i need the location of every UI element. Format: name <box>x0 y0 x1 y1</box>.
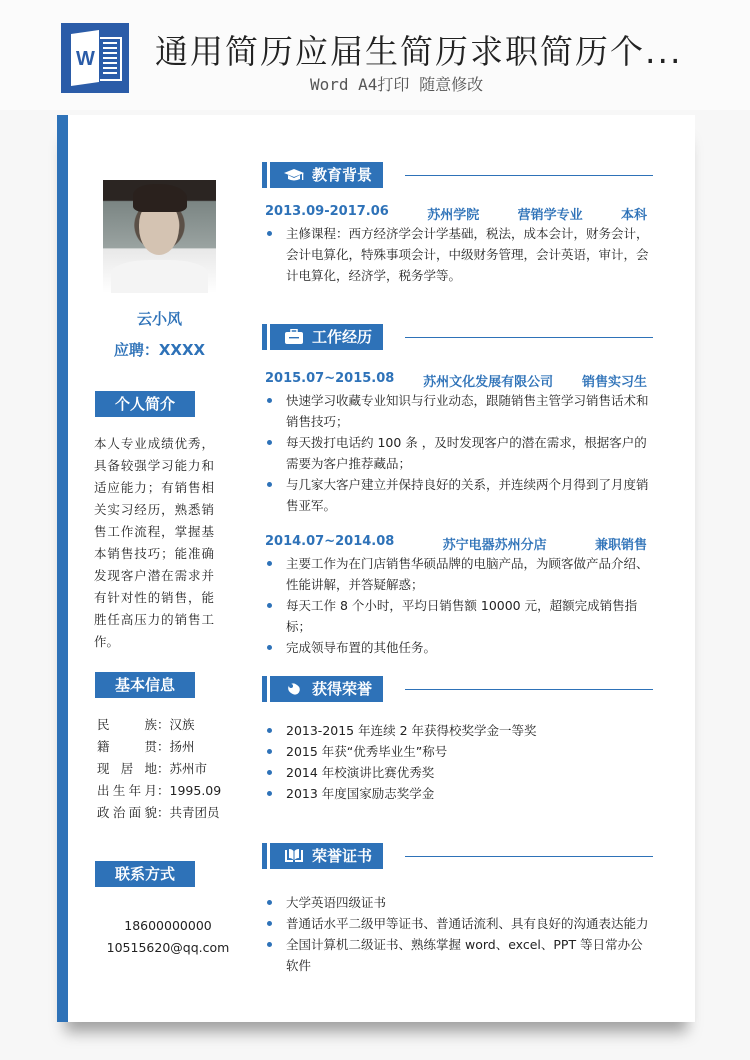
basic-info-row <box>97 736 237 758</box>
education-school: 苏州学院 <box>427 208 480 223</box>
info-key: 民族 <box>97 717 157 732</box>
list-item: 大学英语四级证书 <box>265 892 650 913</box>
work-entry-header <box>265 534 647 553</box>
list-item: 2013-2015 年连续 2 年获得校奖学金一等奖 <box>265 720 650 741</box>
honors-bullets <box>265 720 650 804</box>
info-key: 籍贯 <box>97 739 157 754</box>
education-bullets <box>265 223 650 286</box>
contact-heading: 联系方式 <box>95 861 195 887</box>
heading-rule <box>405 337 653 338</box>
education-major: 营销学专业 <box>517 208 583 223</box>
list-item: 主修课程：西方经济学会计学基础，税法，成本会计，财务会计，会计电算化，特殊事项会计，中级财务管理，会计英语，审计，会计电算化，经济学，税务学等。 <box>265 223 650 286</box>
info-key: 政治面貌 <box>97 805 157 820</box>
basic-info-row <box>97 714 237 736</box>
education-entry-header <box>265 204 647 223</box>
heading-box <box>270 843 383 869</box>
info-sep: ： <box>157 717 170 732</box>
work-company: 苏州文化发展有限公司 <box>423 375 554 390</box>
info-value: 扬州 <box>169 739 195 754</box>
education-title: 教育背景 <box>312 166 373 184</box>
basic-info-heading: 基本信息 <box>95 672 195 698</box>
photo-hair <box>133 184 187 212</box>
work-period: 2015.07~2015.08 <box>265 371 395 386</box>
resume-page <box>57 115 695 1022</box>
heading-stub <box>262 324 267 350</box>
info-sep: ： <box>157 805 170 820</box>
contact-block <box>83 915 253 959</box>
list-item: 普通话水平二级甲等证书、普通话流利、具有良好的沟通表达能力 <box>265 913 650 934</box>
word-icon <box>61 23 129 93</box>
info-value: 共青团员 <box>169 805 220 820</box>
heading-stub <box>262 676 267 702</box>
basic-info-row <box>97 758 237 780</box>
accent-bar <box>57 115 68 1022</box>
heading-rule <box>405 689 653 690</box>
applied-position: 应聘：XXXX <box>113 341 206 359</box>
info-sep: ： <box>157 761 170 776</box>
certificates-title: 荣誉证书 <box>312 847 373 865</box>
info-value: 汉族 <box>169 717 195 732</box>
list-item: 每天拨打电话约 100 条 ，及时发现客户的潜在需求，根据客户的需要为客户推荐藏品； <box>265 432 650 474</box>
list-item: 主要工作为在门店销售华硕品牌的电脑产品，为顾客做产品介绍、性能讲解，并答疑解惑； <box>265 553 650 595</box>
list-item: 2013 年度国家励志奖学金 <box>265 783 650 804</box>
work-role: 兼职销售 <box>594 538 647 553</box>
document-title: 通用简历应届生简历求职简历个... <box>155 32 683 71</box>
list-item: 全国计算机二级证书、熟练掌握 word、excel、PPT 等日常办公软件 <box>265 934 650 976</box>
list-item: 快速学习收藏专业知识与行业动态，跟随销售主管学习销售话术和销售技巧； <box>265 390 650 432</box>
phone-number: 18600000000 <box>124 918 212 933</box>
list-item: 2014 年校演讲比赛优秀奖 <box>265 762 650 783</box>
word-icon-letter: W <box>76 48 95 70</box>
list-item: 与几家大客户建立并保持良好的关系，并连续两个月得到了月度销售亚军。 <box>265 474 650 516</box>
work-bullets <box>265 553 650 658</box>
heading-stub <box>262 162 267 188</box>
info-sep: ： <box>157 783 170 798</box>
word-icon-lines <box>100 37 122 81</box>
preview-banner <box>0 0 750 110</box>
list-item: 每天工作 8 个小时，平均日销售额 10000 元，超额完成销售指标； <box>265 595 650 637</box>
heading-stub <box>262 843 267 869</box>
info-value: 1995.09 <box>169 783 222 798</box>
honors-title: 获得荣誉 <box>312 680 373 698</box>
info-sep: ： <box>157 739 170 754</box>
work-entry-header <box>265 371 647 390</box>
work-bullets <box>265 390 650 516</box>
basic-info-list <box>97 714 237 824</box>
work-company: 苏宁电器苏州分店 <box>442 538 547 553</box>
heading-rule <box>405 856 653 857</box>
info-key: 现居地 <box>97 761 157 776</box>
document-subtitle: Word A4打印 随意修改 <box>310 75 484 94</box>
heading-rule <box>405 175 653 176</box>
portrait-photo <box>103 180 216 293</box>
intro-text: 本人专业成绩优秀，具备较强学习能力和适应能力；有销售相关实习经历，熟悉销售工作流程，掌握基本销售技巧；能准确发现客户潜在需求并有针对性的销售，能胜任高压力的销售工作。 <box>94 436 214 649</box>
graduation-cap-icon <box>284 167 304 183</box>
info-value: 苏州市 <box>169 761 208 776</box>
list-item: 2015 年获“优秀毕业生”称号 <box>265 741 650 762</box>
certificates-bullets <box>265 892 650 976</box>
intro-heading: 个人简介 <box>95 391 195 417</box>
info-key: 出生年月 <box>97 783 157 798</box>
book-icon <box>284 848 304 864</box>
candidate-name: 云小风 <box>136 310 182 328</box>
work-role: 销售实习生 <box>581 375 647 390</box>
briefcase-icon <box>284 329 304 345</box>
work-title: 工作经历 <box>312 328 373 346</box>
basic-info-row <box>97 780 237 802</box>
heading-box <box>270 162 383 188</box>
education-degree: 本科 <box>620 208 647 223</box>
email-address: 10515620@qq.com <box>106 940 230 955</box>
photo-shirt <box>111 260 208 293</box>
basic-info-row <box>97 802 237 824</box>
list-item: 完成领导布置的其他任务。 <box>265 637 650 658</box>
work-period: 2014.07~2014.08 <box>265 534 395 549</box>
heading-box <box>270 676 383 702</box>
heading-box <box>270 324 383 350</box>
education-period: 2013.09-2017.06 <box>265 204 389 219</box>
medal-icon <box>284 681 304 697</box>
